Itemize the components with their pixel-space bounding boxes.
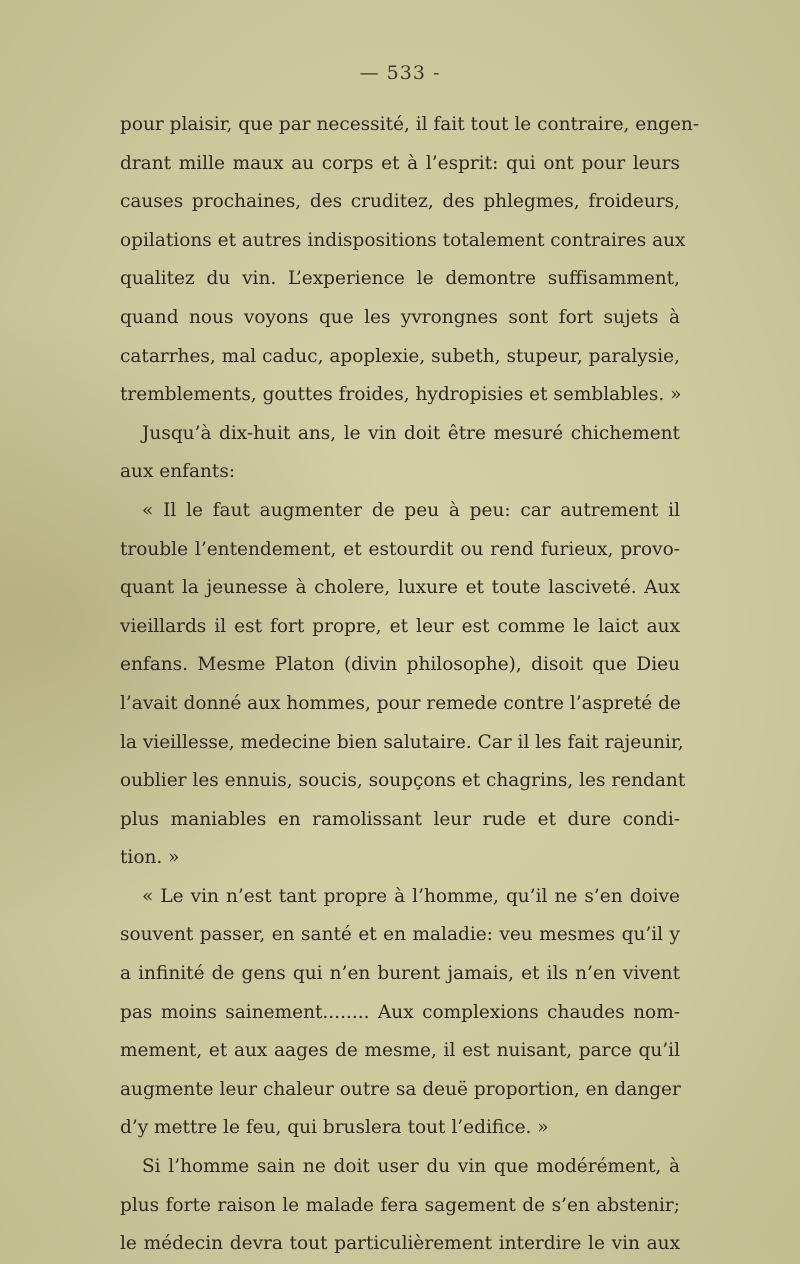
text-line: drant mille maux au corps et à l’esprit: qui ont pour leurs [120,152,680,174]
text-line: quand nous voyons que les yvrongnes sont fort sujets à [120,306,680,328]
text-line: vieillards il est fort propre, et leur est comme le laict aux [120,615,680,637]
text-line: pas moins sainement........ Aux complexions chaudes nom- [120,1001,680,1023]
body-text [120,106,700,1264]
text-line: « Le vin n’est tant propre à l’homme, qu’il ne s’en doive [142,885,680,907]
text-line: « Il le faut augmenter de peu à peu: car autrement il [142,499,680,521]
text-line: causes prochaines, des cruditez, des phlegmes, froideurs, [120,191,680,213]
text-line: opilations et autres indispositions totalement contraires aux [120,229,686,251]
text-line: tion. » [120,847,180,869]
text-line: pour plaisir, que par necessité, il fait tout le contraire, engen- [120,114,700,135]
text-line: quant la jeunesse à cholere, luxure et toute lasciveté. Aux [120,577,680,599]
text-line: le médecin devra tout particulièrement interdire le vin aux [120,1233,680,1255]
text-line: tremblements, gouttes froides, hydropisies et semblables. » [120,384,682,406]
text-line: aux enfants: [120,461,236,483]
text-line: souvent passer, en santé et en maladie: veu mesmes qu’il y [120,924,680,946]
text-line: enfans. Mesme Platon (divin philosophe), disoit que Dieu [120,654,680,676]
text-line: trouble l’entendement, et estourdit ou rend furieux, provo- [120,538,680,560]
text-line: mement, et aux aages de mesme, il est nuisant, parce qu’il [120,1040,680,1062]
text-line: la vieillesse, medecine bien salutaire. Car il les fait rajeunir, [120,731,684,753]
text-line: Si l’homme sain ne doit user du vin que modérément, à [142,1156,680,1178]
text-line: plus forte raison le malade fera sagement de s’en abstenir; [120,1194,680,1216]
text-line: qualitez du vin. L’experience le demontre suffisamment, [120,268,680,290]
text-line: l’avait donné aux hommes, pour remede contre l’aspreté de [120,692,681,714]
text-line: Jusqu’à dix-huit ans, le vin doit être mesuré chichement [142,422,680,444]
page-number: — 533 - [359,62,441,84]
text-line: plus maniables en ramolissant leur rude et dure condi- [120,808,680,830]
text-line: catarrhes, mal caduc, apoplexie, subeth, stupeur, paralysie, [120,345,680,367]
text-line: a infinité de gens qui n’en burent jamais, et ils n’en vivent [120,963,680,985]
text-line: d’y mettre le feu, qui bruslera tout l’edifice. » [120,1117,549,1139]
text-line: augmente leur chaleur outre sa deuë proportion, en danger [120,1078,681,1100]
text-line: oublier les ennuis, soucis, soupçons et chagrins, les rendant [120,770,686,792]
